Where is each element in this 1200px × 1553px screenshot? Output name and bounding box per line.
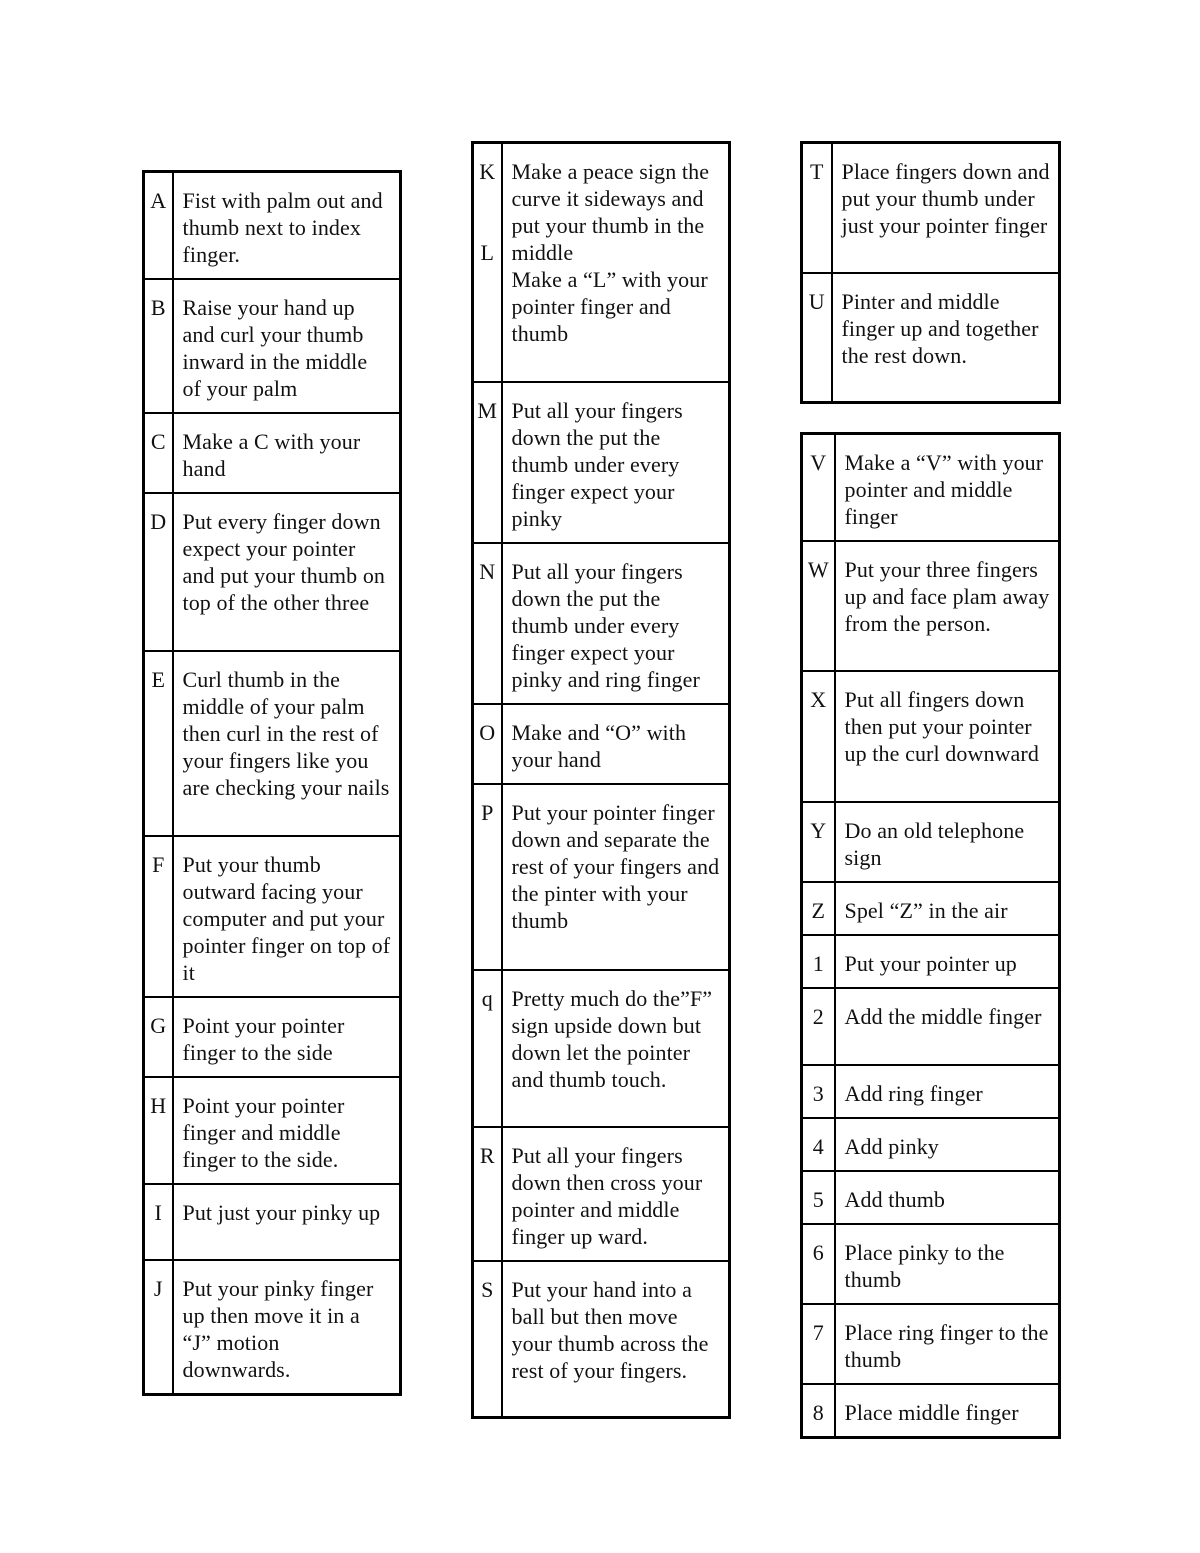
letter-key: K xyxy=(479,159,496,184)
sign-description: Make a “L” with your pointer finger and thumb xyxy=(511,267,708,346)
table-row xyxy=(802,671,1060,802)
letter-key: F xyxy=(144,836,173,997)
letter-key: O xyxy=(473,704,502,784)
letter-key: Y xyxy=(802,802,835,882)
sign-description: Pretty much do the”F” sign upside down but down let the pointer and thumb touch. xyxy=(502,970,730,1127)
table-row xyxy=(473,784,730,970)
letter-key: J xyxy=(144,1260,173,1395)
number-key: 3 xyxy=(802,1065,835,1118)
sign-description: Put all fingers down then put your pointer up the curl downward xyxy=(835,671,1060,802)
table-row xyxy=(802,541,1060,671)
sign-description: Place ring finger to the thumb xyxy=(835,1304,1060,1384)
sign-description: Put all your fingers down the put the thumb under every finger expect your pinky and ring finger xyxy=(502,543,730,704)
sign-description: Place fingers down and put your thumb under just your pointer finger xyxy=(832,143,1060,273)
table-row xyxy=(802,1171,1060,1224)
sign-description: Put your pointer finger down and separate the rest of your fingers and the pinter with your thumb xyxy=(502,784,730,970)
sign-description: Point your pointer finger to the side xyxy=(173,997,401,1077)
letter-key: q xyxy=(473,970,502,1127)
sign-description: Put just your pinky up xyxy=(173,1184,401,1260)
table-row xyxy=(144,172,401,280)
table-row xyxy=(473,704,730,784)
table-row xyxy=(802,1384,1060,1438)
letter-key-pair xyxy=(473,143,502,382)
sign-description: Curl thumb in the middle of your palm then curl in the rest of your fingers like you are checking your nails xyxy=(173,651,401,836)
sign-description: Put all your fingers down the put the thumb under every finger expect your pinky xyxy=(502,382,730,543)
sign-table-k-to-s xyxy=(471,141,731,1419)
number-key: 1 xyxy=(802,935,835,988)
table-row xyxy=(144,836,401,997)
letter-key: S xyxy=(473,1261,502,1418)
letter-key: U xyxy=(802,273,832,403)
sign-description: Put your three fingers up and face plam away from the person. xyxy=(835,541,1060,671)
letter-key: G xyxy=(144,997,173,1077)
letter-key: N xyxy=(473,543,502,704)
number-key: 8 xyxy=(802,1384,835,1438)
sign-description: Add ring finger xyxy=(835,1065,1060,1118)
sign-description: Pinter and middle finger up and together the rest down. xyxy=(832,273,1060,403)
table-row xyxy=(473,382,730,543)
sign-description: Spel “Z” in the air xyxy=(835,882,1060,935)
letter-key: Z xyxy=(802,882,835,935)
sign-table-v-to-8 xyxy=(800,432,1061,1439)
sign-description: Add the middle finger xyxy=(835,988,1060,1065)
sign-table-t-to-u xyxy=(800,141,1061,404)
letter-key: A xyxy=(144,172,173,280)
letter-key: M xyxy=(473,382,502,543)
table-row xyxy=(144,997,401,1077)
sign-description: Place pinky to the thumb xyxy=(835,1224,1060,1304)
table-row xyxy=(802,802,1060,882)
sign-description: Add thumb xyxy=(835,1171,1060,1224)
sign-description: Point your pointer finger and middle finger to the side. xyxy=(173,1077,401,1184)
letter-key: X xyxy=(802,671,835,802)
table-row xyxy=(144,651,401,836)
table-row xyxy=(802,1224,1060,1304)
sign-description: Make a “V” with your pointer and middle finger xyxy=(835,434,1060,542)
letter-key: T xyxy=(802,143,832,273)
table-row xyxy=(802,935,1060,988)
letter-key: D xyxy=(144,493,173,651)
sign-description: Add pinky xyxy=(835,1118,1060,1171)
table-row xyxy=(144,1260,401,1395)
table-row xyxy=(473,1127,730,1261)
letter-key: I xyxy=(144,1184,173,1260)
table-row xyxy=(144,1184,401,1260)
sign-table-a-to-j xyxy=(142,170,402,1396)
table-row xyxy=(473,143,730,382)
letter-key: H xyxy=(144,1077,173,1184)
number-key: 2 xyxy=(802,988,835,1065)
number-key: 6 xyxy=(802,1224,835,1304)
table-row xyxy=(144,413,401,493)
sign-description: Put your pointer up xyxy=(835,935,1060,988)
table-row xyxy=(802,1304,1060,1384)
sign-description: Make a peace sign the curve it sideways and put your thumb in the middle xyxy=(511,159,710,265)
letter-key: R xyxy=(473,1127,502,1261)
number-key: 4 xyxy=(802,1118,835,1171)
table-row xyxy=(473,1261,730,1418)
number-key: 7 xyxy=(802,1304,835,1384)
sign-description: Fist with palm out and thumb next to index finger. xyxy=(173,172,401,280)
letter-key: C xyxy=(144,413,173,493)
table-row xyxy=(144,1077,401,1184)
sign-description: Put every finger down expect your pointer and put your thumb on top of the other three xyxy=(173,493,401,651)
sign-description: Put all your fingers down then cross your pointer and middle finger up ward. xyxy=(502,1127,730,1261)
sign-description: Make and “O” with your hand xyxy=(502,704,730,784)
sign-description: Raise your hand up and curl your thumb inward in the middle of your palm xyxy=(173,279,401,413)
letter-key: V xyxy=(802,434,835,542)
table-row xyxy=(802,1118,1060,1171)
sign-description: Put your thumb outward facing your computer and put your pointer finger on top of it xyxy=(173,836,401,997)
table-row xyxy=(473,543,730,704)
table-row xyxy=(802,273,1060,403)
table-row xyxy=(802,988,1060,1065)
table-row xyxy=(144,279,401,413)
table-row xyxy=(802,143,1060,273)
sign-description-pair xyxy=(502,143,730,382)
sign-description: Put your hand into a ball but then move your thumb across the rest of your fingers. xyxy=(502,1261,730,1418)
table-row xyxy=(802,434,1060,542)
letter-key: L xyxy=(480,240,495,265)
table-row xyxy=(144,493,401,651)
sign-description: Place middle finger xyxy=(835,1384,1060,1438)
table-row xyxy=(473,970,730,1127)
sign-description: Put your pinky finger up then move it in a “J” motion downwards. xyxy=(173,1260,401,1395)
sign-description: Make a C with your hand xyxy=(173,413,401,493)
letter-key: W xyxy=(802,541,835,671)
number-key: 5 xyxy=(802,1171,835,1224)
letter-key: B xyxy=(144,279,173,413)
letter-key: E xyxy=(144,651,173,836)
table-row xyxy=(802,882,1060,935)
table-row xyxy=(802,1065,1060,1118)
sign-description: Do an old telephone sign xyxy=(835,802,1060,882)
letter-key: P xyxy=(473,784,502,970)
